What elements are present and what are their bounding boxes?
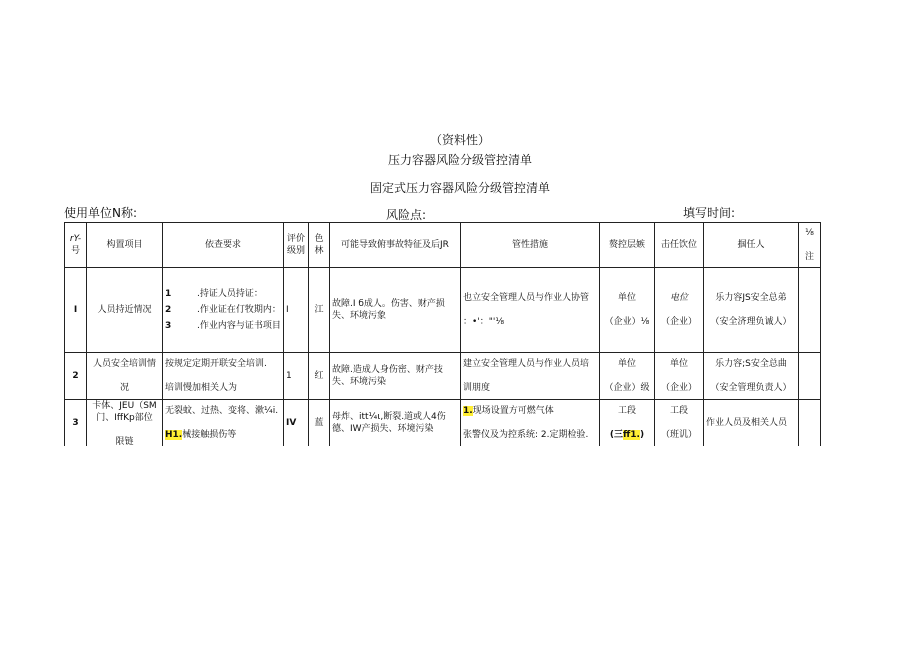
row-note [799,268,821,353]
row-grade: I [284,268,309,353]
row-dept: 电位 （企业） [655,268,704,353]
row-item: 人员持近情况 [87,268,163,353]
row-person: 作业人员及相关人员 [704,400,799,447]
row-color: 蓝 [309,400,330,447]
header-level: 赘控层嫉 [600,223,655,268]
row-seq: 3 [65,400,87,447]
row-basis: 1 .持证人员持证： 2 .作业证在仃牧期内： 3 .作业内容与证书项目 [163,268,284,353]
doc-label: （资料性） [429,133,490,147]
row-basis: 按规定定期开联安全培训. 培训慢加相关人为 [163,353,284,400]
doc-subtitle: 固定式压力容器风险分级管控清单 [369,181,550,195]
header-measures: 管性措施 [461,223,600,268]
row-color: 红 [309,353,330,400]
row-grade: 1 [284,353,309,400]
row-accident: 故障.造成人身伤密、财产技失、环境污染 [330,353,461,400]
row-item: 卡体、JEU（SM 门、IffKp部位 限链 [87,400,163,447]
row-note [799,353,821,400]
row-level: 单位 （企业）级 [600,353,655,400]
row-measures: 也立安全管理人员与作业人协管 ：•'："'⅛ [461,268,600,353]
row-grade: IV [284,400,309,447]
header-seq: rY- 号 [65,223,87,268]
row-seq: 2 [65,353,87,400]
header-accident: 可能导致俯事故特征及后JR [330,223,461,268]
doc-title: 压力容器风险分级管控清单 [387,153,532,167]
row-dept: 单位 （企业） [655,353,704,400]
table-row [65,268,821,353]
row-seq: I [65,268,87,353]
header-dept: 击任饮位 [655,223,704,268]
table-row [65,400,821,447]
header-row [65,223,821,268]
meta-date: 填写时间: [683,206,736,220]
header-person: 掴任人 [704,223,799,268]
header-grade: 评价 级别 [284,223,309,268]
meta-risk-point: 风险点: [386,208,427,222]
header-item: 构置项目 [87,223,163,268]
row-dept: 工段 （班讥） [655,400,704,447]
row-color: 江 [309,268,330,353]
row-person: 乐力容JS安全总弟 （安全济理负诚人） [704,268,799,353]
table-row [65,353,821,400]
row-accident: 故障.I б成人。伤害、财产损失、环境污象 [330,268,461,353]
row-level: 单位 （企业）⅛ [600,268,655,353]
risk-table [64,222,821,446]
header-color: 色 林 [309,223,330,268]
row-level: 工段 (三ff1.) [600,400,655,447]
row-note [799,400,821,447]
header-basis: 依查要求 [163,223,284,268]
row-person: 乐力容;S安全总曲 （安全管理负责人） [704,353,799,400]
row-measures: 建立安全管理人员与作业人员培 训朋度 [461,353,600,400]
header-note: ⅛ 注 [799,223,821,268]
row-accident: 母炸、itt¼ι,断裂.道或人4伤德、IW产损失、环境污染 [330,400,461,447]
row-item: 人员安全培训情 况 [87,353,163,400]
row-measures: 1.现场设置方可燃气体 张警仪及为控系统: 2.定期检验. [461,400,600,447]
row-basis: 无裂蚊、过热、变将、漱¼i. H1.械接触损伤等 [163,400,284,447]
meta-unit: 使用单位N称: [64,206,138,220]
